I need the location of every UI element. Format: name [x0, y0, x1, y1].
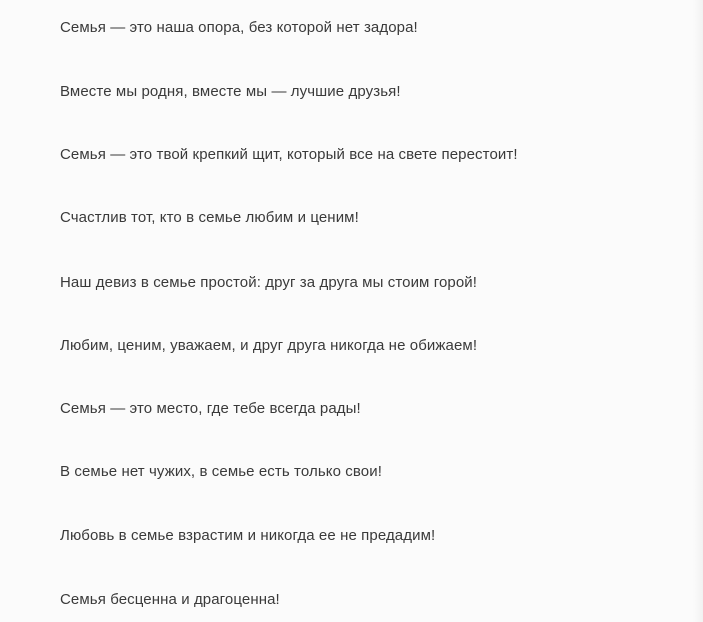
- slogan-line: Семья — это твой крепкий щит, который все на свете перестоит!: [60, 146, 518, 163]
- slogan-line: В семье нет чужих, в семье есть только свои!: [60, 463, 382, 480]
- slogan-line: Наш девиз в семье простой: друг за друга мы стоим горой!: [60, 274, 478, 291]
- slogan-line: Любим, ценим, уважаем, и друг друга никогда не обижаем!: [60, 337, 478, 354]
- page-edge-shadow: [693, 0, 703, 622]
- slogan-line: Вместе мы родня, вместе мы — лучшие друзья!: [60, 83, 401, 100]
- slogan-line: Семья бесценна и драгоценна!: [60, 591, 280, 608]
- slogan-line: Семья — это наша опора, без которой нет задора!: [60, 19, 418, 36]
- slogan-line: Любовь в семье взрастим и никогда ее не предадим!: [60, 527, 436, 544]
- slogan-line: Счастлив тот, кто в семье любим и ценим!: [60, 209, 359, 226]
- slogan-line: Семья — это место, где тебе всегда рады!: [60, 400, 361, 417]
